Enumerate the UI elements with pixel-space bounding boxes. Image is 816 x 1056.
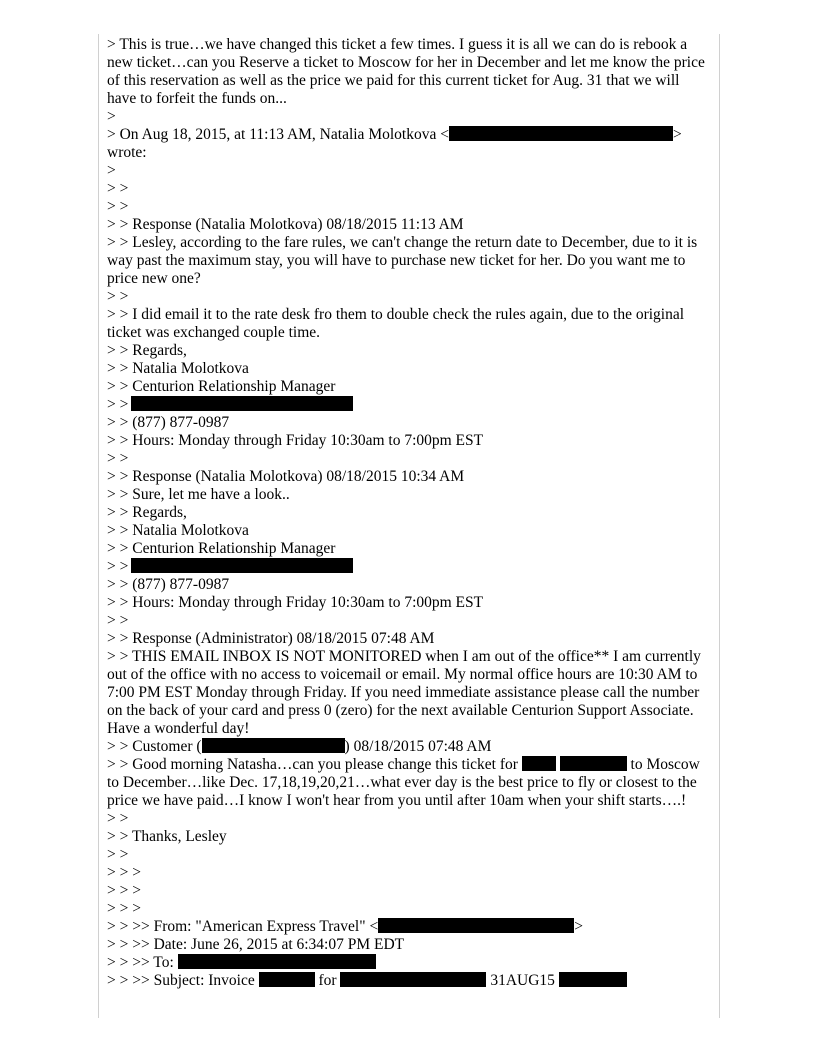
- quote-header-line: > On Aug 18, 2015, at 11:13 AM, Natalia Molotkova < >: [107, 126, 682, 143]
- signature-line: > >: [107, 558, 707, 576]
- quote-marker-line: > >: [107, 288, 129, 305]
- quote-marker-line: > > >: [107, 864, 141, 881]
- forwarded-subject-line: > > >> Subject: Invoice for 31AUG15: [107, 972, 707, 990]
- customer-paragraph: > > Good morning Natasha…can you please change this ticket for to Moscow to December…like Dec. 17,18,19,20,21…what ever day is the best price to fly or closest to the price we have paid…I know I won't hear from you until after 10am when your shift starts….!: [107, 756, 704, 809]
- quote-marker-line: > >: [107, 180, 129, 197]
- redaction-bar: [449, 126, 673, 141]
- redaction-bar: [560, 756, 627, 771]
- signature-line: > > Regards,: [107, 504, 187, 521]
- signature-line: > > Regards,: [107, 342, 187, 359]
- signature-line: > > Natalia Molotkova: [107, 522, 249, 539]
- quote-marker-line: > >: [107, 450, 129, 467]
- response-paragraph: > > THIS EMAIL INBOX IS NOT MONITORED when I am out of the office** I am currently out of the office with no access to voicemail or email. My normal office hours are 10:30 AM to 7:00 PM EST Monday through Friday. If you need immediate assistance please call the number on the back of your card and press 0 (zero) for the next available Centurion Support Associate. Have a wonderful day!: [107, 648, 705, 737]
- response-paragraph: > > I did email it to the rate desk fro them to double check the rules again, due to the original ticket was exchanged couple time.: [107, 306, 688, 341]
- quote-marker-line: > > >: [107, 900, 141, 917]
- quote-marker-line: > >: [107, 810, 129, 827]
- signature-line: > > Centurion Relationship Manager: [107, 540, 336, 557]
- signature-line: > >: [107, 396, 707, 414]
- redaction-bar: [378, 918, 574, 933]
- signature-line: > > Hours: Monday through Friday 10:30am to 7:00pm EST: [107, 594, 484, 611]
- redaction-bar: [340, 972, 486, 987]
- response-paragraph: > > Lesley, according to the fare rules, we can't change the return date to December, due to it is way past the maximum stay, you will have to purchase new ticket for her. Do you want me to price new one?: [107, 234, 702, 287]
- forwarded-from-line: > > >> From: "American Express Travel" < >: [107, 918, 583, 935]
- signature-line: > > Natalia Molotkova: [107, 360, 249, 377]
- quote-marker-line: > >: [107, 612, 129, 629]
- quote-marker-line: >: [107, 108, 116, 125]
- redaction-bar: [131, 396, 353, 411]
- redaction-bar: [559, 972, 627, 987]
- response-paragraph: > > Sure, let me have a look..: [107, 486, 290, 503]
- redaction-bar: [259, 972, 315, 987]
- quote-marker-line: > >: [107, 198, 129, 215]
- customer-header: > > Customer ( ) 08/18/2015 07:48 AM: [107, 738, 492, 755]
- customer-signoff: > > Thanks, Lesley: [107, 828, 227, 845]
- response-header: > > Response (Natalia Molotkova) 08/18/2015 10:34 AM: [107, 468, 465, 485]
- quote-marker-line: > >: [107, 846, 129, 863]
- forwarded-to-line: > > >> To:: [107, 954, 707, 972]
- signature-line: > > (877) 877-0987: [107, 576, 230, 593]
- quoted-reply-paragraph: > This is true…we have changed this ticket a few times. I guess it is all we can do is rebook a new ticket…can you Reserve a ticket to Moscow for her in December and let me know the price of this reservation as well as the price we paid for this current ticket for Aug. 31 that we will have to forfeit the funds on...: [107, 36, 709, 107]
- signature-line: > > Hours: Monday through Friday 10:30am to 7:00pm EST: [107, 432, 484, 449]
- forwarded-date-line: > > >> Date: June 26, 2015 at 6:34:07 PM EDT: [107, 936, 405, 953]
- email-thread-body: [107, 36, 707, 990]
- redaction-bar: [178, 954, 376, 969]
- wrote-line: wrote:: [107, 144, 147, 161]
- signature-line: > > Centurion Relationship Manager: [107, 378, 336, 395]
- redaction-bar: [202, 738, 345, 753]
- quote-marker-line: > > >: [107, 882, 141, 899]
- response-header: > > Response (Natalia Molotkova) 08/18/2015 11:13 AM: [107, 216, 464, 233]
- signature-line: > > (877) 877-0987: [107, 414, 230, 431]
- redaction-bar: [131, 558, 353, 573]
- redaction-bar: [522, 756, 556, 771]
- quote-marker-line: >: [107, 162, 116, 179]
- response-header: > > Response (Administrator) 08/18/2015 07:48 AM: [107, 630, 435, 647]
